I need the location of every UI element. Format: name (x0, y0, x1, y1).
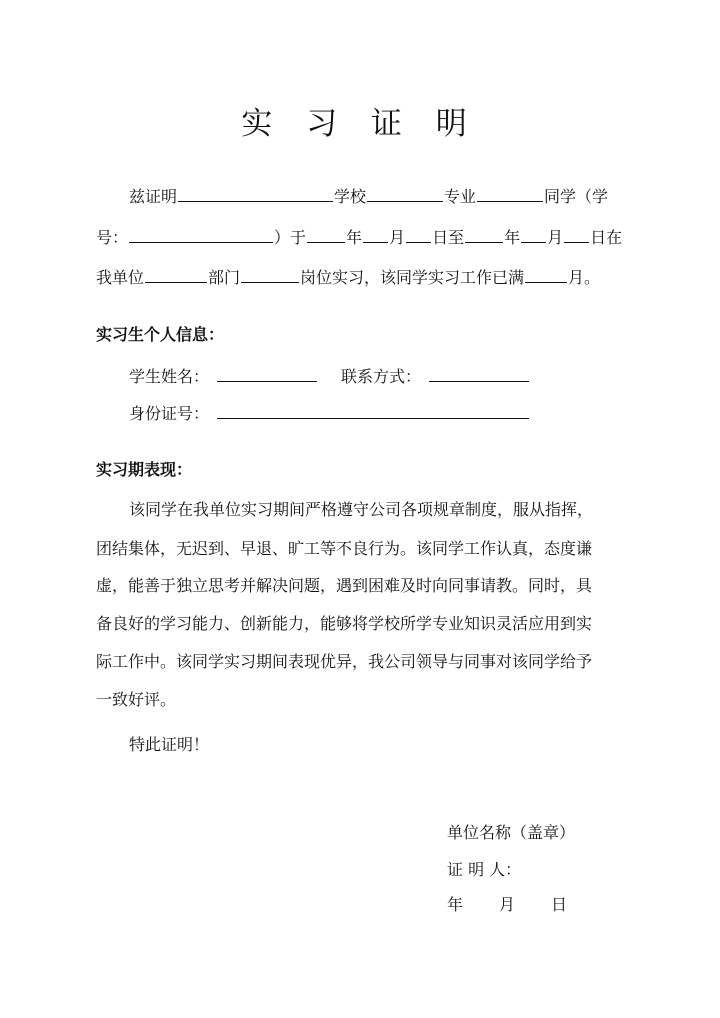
id-field-row (129, 401, 530, 426)
intro-line-2: 号： ）于 年 月 日至 年 月 日在 (96, 225, 622, 250)
personal-info-heading: 实习生个人信息： (96, 325, 225, 344)
performance-line-1: 该同学在我单位实习期间严格遵守公司各项规章制度，服从指挥， (129, 500, 594, 519)
organization-name-label: 单位名称（盖章） (447, 823, 576, 842)
performance-line-3: 虚，能善于独立思考并解决问题，遇到困难及时向同事请教。同时，具 (96, 576, 593, 595)
performance-line-5: 际工作中。该同学实习期间表现优异，我公司领导与同事对该同学给予 (96, 652, 593, 671)
student-name-blank[interactable] (477, 184, 543, 202)
duration-months-blank[interactable] (525, 265, 567, 283)
end-day-blank[interactable] (564, 225, 589, 243)
date-month-label: 月 (499, 895, 516, 914)
id-input-line[interactable] (217, 401, 529, 419)
signature-date (447, 893, 567, 917)
performance-heading: 实习期表现： (96, 460, 193, 479)
performance-line-2: 团结集体，无迟到、早退、旷工等不良行为。该同学工作认真，态度谦 (96, 539, 593, 558)
closing-text: 特此证明！ (129, 735, 210, 754)
intro-line-1: 兹证明 学校 专业 同学（学 (129, 184, 608, 209)
start-day-blank[interactable] (406, 225, 431, 243)
department-blank[interactable] (145, 265, 207, 283)
start-month-blank[interactable] (363, 225, 388, 243)
school-blank[interactable] (178, 184, 333, 202)
date-day-label: 日 (551, 895, 568, 914)
contact-input-line[interactable] (429, 364, 529, 382)
name-field-row (129, 364, 318, 389)
contact-field-row (341, 364, 530, 389)
end-month-blank[interactable] (521, 225, 546, 243)
name-input-line[interactable] (217, 364, 317, 382)
end-year-blank[interactable] (465, 225, 503, 243)
date-year-label: 年 (447, 895, 464, 914)
certifier-label: 证 明 人： (447, 860, 522, 879)
contact-label: 联系方式： (341, 367, 422, 386)
major-blank[interactable] (367, 184, 443, 202)
intro-line-3: 我单位 部门 岗位实习，该同学实习工作已满 月。 (96, 265, 600, 290)
position-blank[interactable] (241, 265, 299, 283)
id-label: 身份证号： (129, 404, 210, 423)
start-year-blank[interactable] (307, 225, 345, 243)
performance-line-4: 备良好的学习能力、创新能力，能够将学校所学专业知识灵活应用到实 (96, 614, 593, 633)
student-number-blank[interactable] (129, 225, 273, 243)
performance-line-6: 一致好评。 (96, 690, 177, 709)
document-title: 实 习 证 明 (241, 106, 479, 142)
name-label: 学生姓名： (129, 367, 210, 386)
